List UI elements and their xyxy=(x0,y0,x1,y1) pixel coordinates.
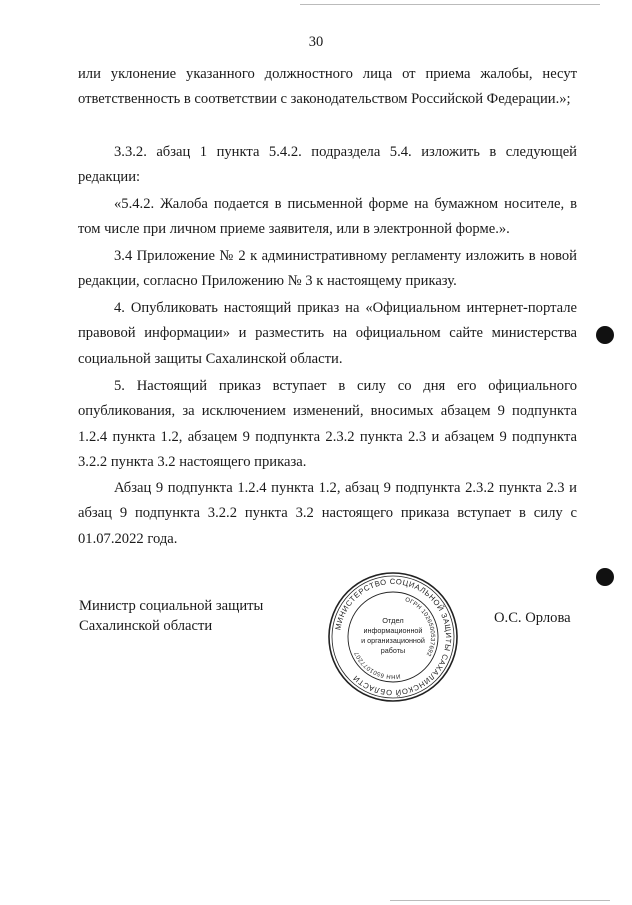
page-number: 30 xyxy=(308,34,324,50)
seal-inn: ИНН 6501077207 xyxy=(354,650,401,680)
scan-edge-line xyxy=(300,4,600,5)
binder-hole-mark-upper xyxy=(596,326,614,344)
paragraph-5-4-2-quote: «5.4.2. Жалоба подается в письменной форме на бумажном носителе, в том числе при личном приеме заявителя, или в электронной форме.». xyxy=(78,196,577,238)
paragraph-3-4: 3.4 Приложение № 2 к административному регламенту изложить в новой редакции, согласно Приложению № 3 к настоящему приказу. xyxy=(78,248,577,290)
signatory-position xyxy=(79,596,263,636)
seal-center-line2: информационной xyxy=(363,626,423,635)
official-seal-stamp xyxy=(326,570,460,704)
seal-ring-text: МИНИСТЕРСТВО СОЦИАЛЬНОЙ ЗАЩИТЫ САХАЛИНСКОЙ ОБЛАСТИ xyxy=(333,576,454,698)
seal-center-line1: Отдел xyxy=(382,616,404,625)
signatory-position-line2: Сахалинской области xyxy=(79,618,213,634)
signatory-position-line1: Министр социальной защиты xyxy=(79,598,264,614)
paragraph-3-3-2: 3.3.2. абзац 1 пункта 5.4.2. подраздела 5.4. изложить в следующей редакции: xyxy=(78,144,577,186)
seal-ogrn: ОГРН 1026500537692 xyxy=(404,597,436,658)
paragraph-complaint-liability: или уклонение указанного должностного лица от приема жалобы, несут ответственность в соответствии с законодательством Российской Федерации.»; xyxy=(78,66,577,108)
scan-edge-line-bottom xyxy=(390,900,610,901)
signatory-name: О.С. Орлова xyxy=(494,610,571,626)
paragraph-4-publish: 4. Опубликовать настоящий приказ на «Официальном интернет-портале правовой информации» и разместить на официальном сайте министерства социальной защиты Сахалинской области. xyxy=(78,300,577,367)
binder-hole-mark-lower xyxy=(596,568,614,586)
paragraph-effective-date: Абзац 9 подпункта 1.2.4 пункта 1.2, абзац 9 подпункта 2.3.2 пункта 2.3 и абзац 9 подпункта 3.2.2 пункта 3.2 настоящего приказа вступает в силу с 01.07.2022 года. xyxy=(78,480,577,547)
seal-center-line3: и организационной xyxy=(361,636,425,645)
seal-center-line4: работы xyxy=(380,646,406,655)
paragraph-5-effective: 5. Настоящий приказ вступает в силу со дня его официального опубликования, за исключением изменений, вносимых абзацем 9 подпункта 1.2.4 пункта 1.2, абзацем 9 подпункта 2.3.2 пункта 2.3 и абзацем 9 подпункта 3.2.2 пункта 3.2 настоящего приказа. xyxy=(78,378,577,471)
